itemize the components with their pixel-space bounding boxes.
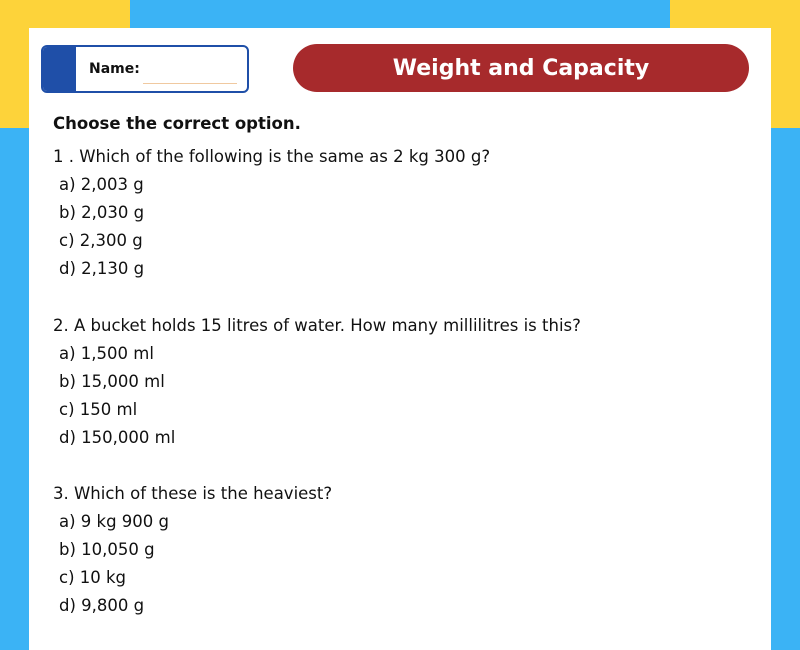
question-text: 3. Which of these is the heaviest? bbox=[53, 484, 333, 503]
option-d[interactable]: d) 9,800 g bbox=[59, 596, 145, 615]
option-b[interactable]: b) 2,030 g bbox=[59, 203, 145, 222]
option-c[interactable]: c) 2,300 g bbox=[59, 231, 143, 250]
name-label: Name: bbox=[89, 61, 140, 77]
question-3 bbox=[53, 480, 753, 620]
option-a[interactable]: a) 1,500 ml bbox=[59, 344, 154, 363]
option-a[interactable]: a) 9 kg 900 g bbox=[59, 512, 170, 531]
option-a[interactable]: a) 2,003 g bbox=[59, 175, 144, 194]
option-c[interactable]: c) 10 kg bbox=[59, 568, 127, 587]
worksheet-title: Weight and Capacity bbox=[392, 55, 650, 81]
option-d[interactable]: d) 2,130 g bbox=[59, 259, 145, 278]
question-text: 2. A bucket holds 15 litres of water. How many millilitres is this? bbox=[53, 316, 581, 335]
name-field[interactable] bbox=[41, 45, 249, 93]
question-1 bbox=[53, 143, 753, 283]
name-field-tab bbox=[43, 47, 76, 91]
worksheet bbox=[29, 28, 771, 650]
option-b[interactable]: b) 10,050 g bbox=[59, 540, 155, 559]
name-writing-line bbox=[143, 83, 237, 84]
instruction-text: Choose the correct option. bbox=[53, 114, 301, 133]
question-2 bbox=[53, 312, 753, 452]
question-text: 1 . Which of the following is the same as 2 kg 300 g? bbox=[53, 147, 491, 166]
option-b[interactable]: b) 15,000 ml bbox=[59, 372, 165, 391]
option-c[interactable]: c) 150 ml bbox=[59, 400, 138, 419]
title-banner bbox=[293, 44, 749, 92]
option-d[interactable]: d) 150,000 ml bbox=[59, 428, 176, 447]
